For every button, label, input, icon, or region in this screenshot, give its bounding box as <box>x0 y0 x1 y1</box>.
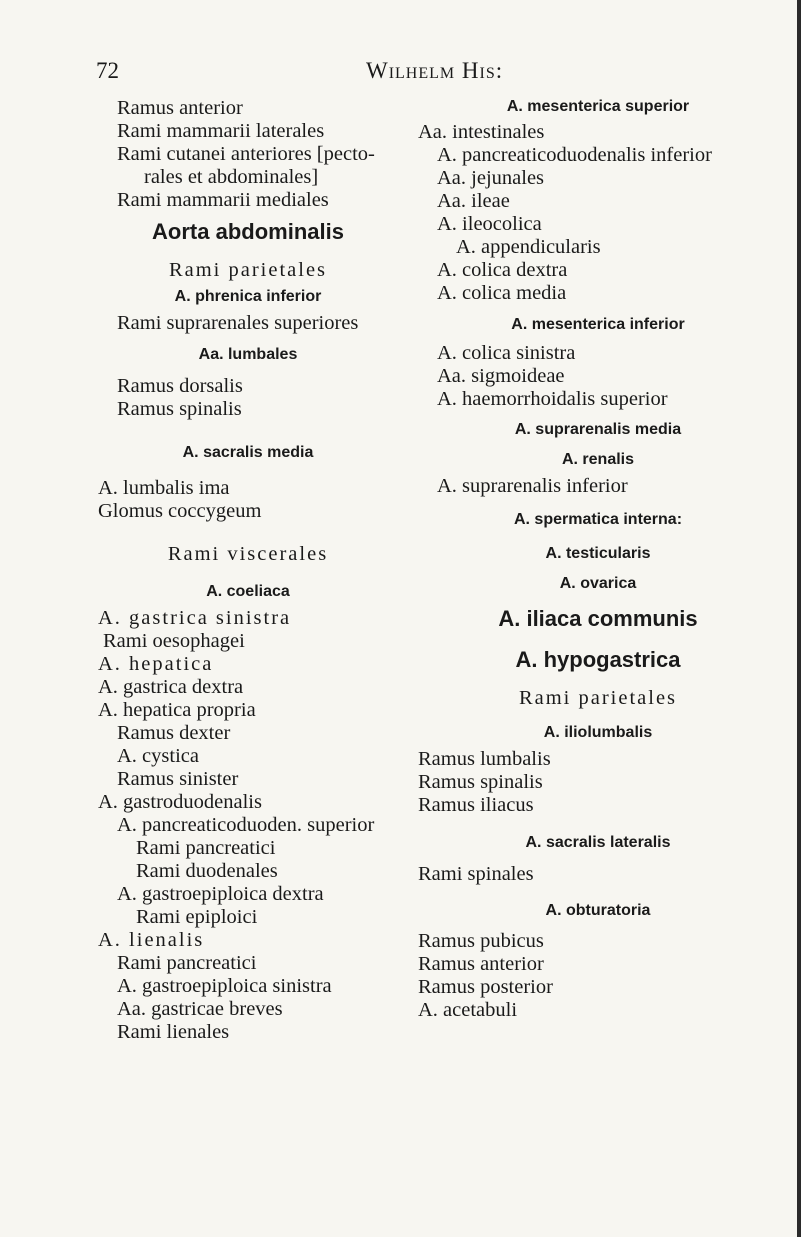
entry-line: A. suprarenalis inferior <box>437 475 628 497</box>
entry-line: Rami oesophagei <box>103 630 245 652</box>
right-column <box>418 97 778 1022</box>
entry-line: A. lienalis <box>98 929 205 951</box>
artery-heading: A. testicularis <box>545 545 651 562</box>
entry-line: A. ileocolica <box>437 213 542 235</box>
entry-line: Aa. intestinales <box>418 121 545 143</box>
artery-heading: A. suprarenalis media <box>514 421 682 438</box>
entry-line: A. gastroepiploica sinistra <box>117 975 332 997</box>
entry-line: A. colica sinistra <box>437 342 576 364</box>
section-heading: Aorta abdominalis <box>152 219 344 244</box>
entry-line: A. colica media <box>437 282 567 304</box>
entry-line: A. lumbalis ima <box>98 477 230 499</box>
section-heading: A. iliaca communis <box>498 606 698 631</box>
entry-line: Rami mammarii laterales <box>117 120 325 142</box>
entry-line: Ramus sinister <box>117 768 239 790</box>
entry-line: Rami lienales <box>117 1021 230 1043</box>
artery-heading: A. mesenterica superior <box>506 98 690 115</box>
entry-line: Rami epiploici <box>136 906 258 928</box>
entry-line: Rami pancreatici <box>117 952 257 974</box>
page-edge <box>797 0 801 1237</box>
entry-line: A. gastrica dextra <box>98 676 244 698</box>
artery-heading: Aa. lumbales <box>198 346 298 363</box>
entry-line: A. pancreaticoduodenalis inferior <box>437 144 712 166</box>
artery-heading: A. phrenica inferior <box>174 288 322 305</box>
artery-heading: A. sacralis media <box>182 444 314 461</box>
entry-line: A. colica dextra <box>437 259 568 281</box>
entry-line: Ramus spinalis <box>418 771 543 793</box>
entry-line: A. gastrica sinistra <box>98 607 292 629</box>
entry-line: A. gastroepiploica dextra <box>117 883 324 905</box>
entry-line: Rami mammarii mediales <box>117 189 329 211</box>
artery-heading: A. coeliaca <box>206 583 290 600</box>
entry-line: Ramus anterior <box>418 953 544 975</box>
entry-line: Aa. ileae <box>437 190 510 212</box>
artery-heading: A. spermatica interna: <box>513 511 683 528</box>
entry-line: Ramus anterior <box>117 97 243 119</box>
entry-line: Rami suprarenales superiores <box>117 312 359 334</box>
artery-heading: A. mesenterica inferior <box>511 316 685 333</box>
artery-heading: A. iliolumbalis <box>543 724 653 741</box>
entry-line: Ramus pubicus <box>418 930 544 952</box>
running-head: Wilhelm His: <box>366 58 504 83</box>
entry-line: rales et abdominales] <box>144 166 319 188</box>
entry-line: Ramus dexter <box>117 722 231 744</box>
entry-line: A. acetabuli <box>418 999 518 1021</box>
entry-line: Ramus posterior <box>418 976 553 998</box>
artery-heading: A. ovarica <box>559 575 637 592</box>
entry-line: Rami duodenales <box>136 860 278 882</box>
entry-line: A. haemorrhoidalis superior <box>437 388 668 410</box>
artery-heading: A. obturatoria <box>545 902 651 919</box>
entry-line: Rami pancreatici <box>136 837 276 859</box>
entry-line: A. gastroduodenalis <box>98 791 262 813</box>
artery-heading: A. renalis <box>561 451 635 468</box>
entry-line: Rami cutanei anteriores [pecto- <box>117 143 375 165</box>
entry-line: Ramus lumbalis <box>418 748 551 770</box>
entry-line: A. cystica <box>117 745 199 767</box>
entry-line: Rami spinales <box>418 863 534 885</box>
subsection-heading: Rami parietales <box>518 687 678 709</box>
subsection-heading: Rami parietales <box>168 259 328 281</box>
entry-line: Aa. sigmoideae <box>437 365 565 387</box>
entry-line: Glomus coccygeum <box>98 500 262 522</box>
entry-line: Aa. gastricae breves <box>117 998 283 1020</box>
entry-line: Ramus spinalis <box>117 398 242 420</box>
entry-line: Ramus dorsalis <box>117 375 243 397</box>
artery-heading: A. sacralis lateralis <box>525 834 671 851</box>
left-column <box>98 97 398 1044</box>
entry-line: A. hepatica propria <box>98 699 256 721</box>
section-heading: A. hypogastrica <box>515 647 681 672</box>
entry-line: Aa. jejunales <box>437 167 545 189</box>
entry-line: A. pancreaticoduoden. superior <box>117 814 375 836</box>
entry-line: Ramus iliacus <box>418 794 534 816</box>
page-number: 72 <box>96 58 119 83</box>
entry-line: A. hepatica <box>98 653 214 675</box>
entry-line: A. appendicularis <box>456 236 601 258</box>
subsection-heading: Rami viscerales <box>167 543 329 565</box>
